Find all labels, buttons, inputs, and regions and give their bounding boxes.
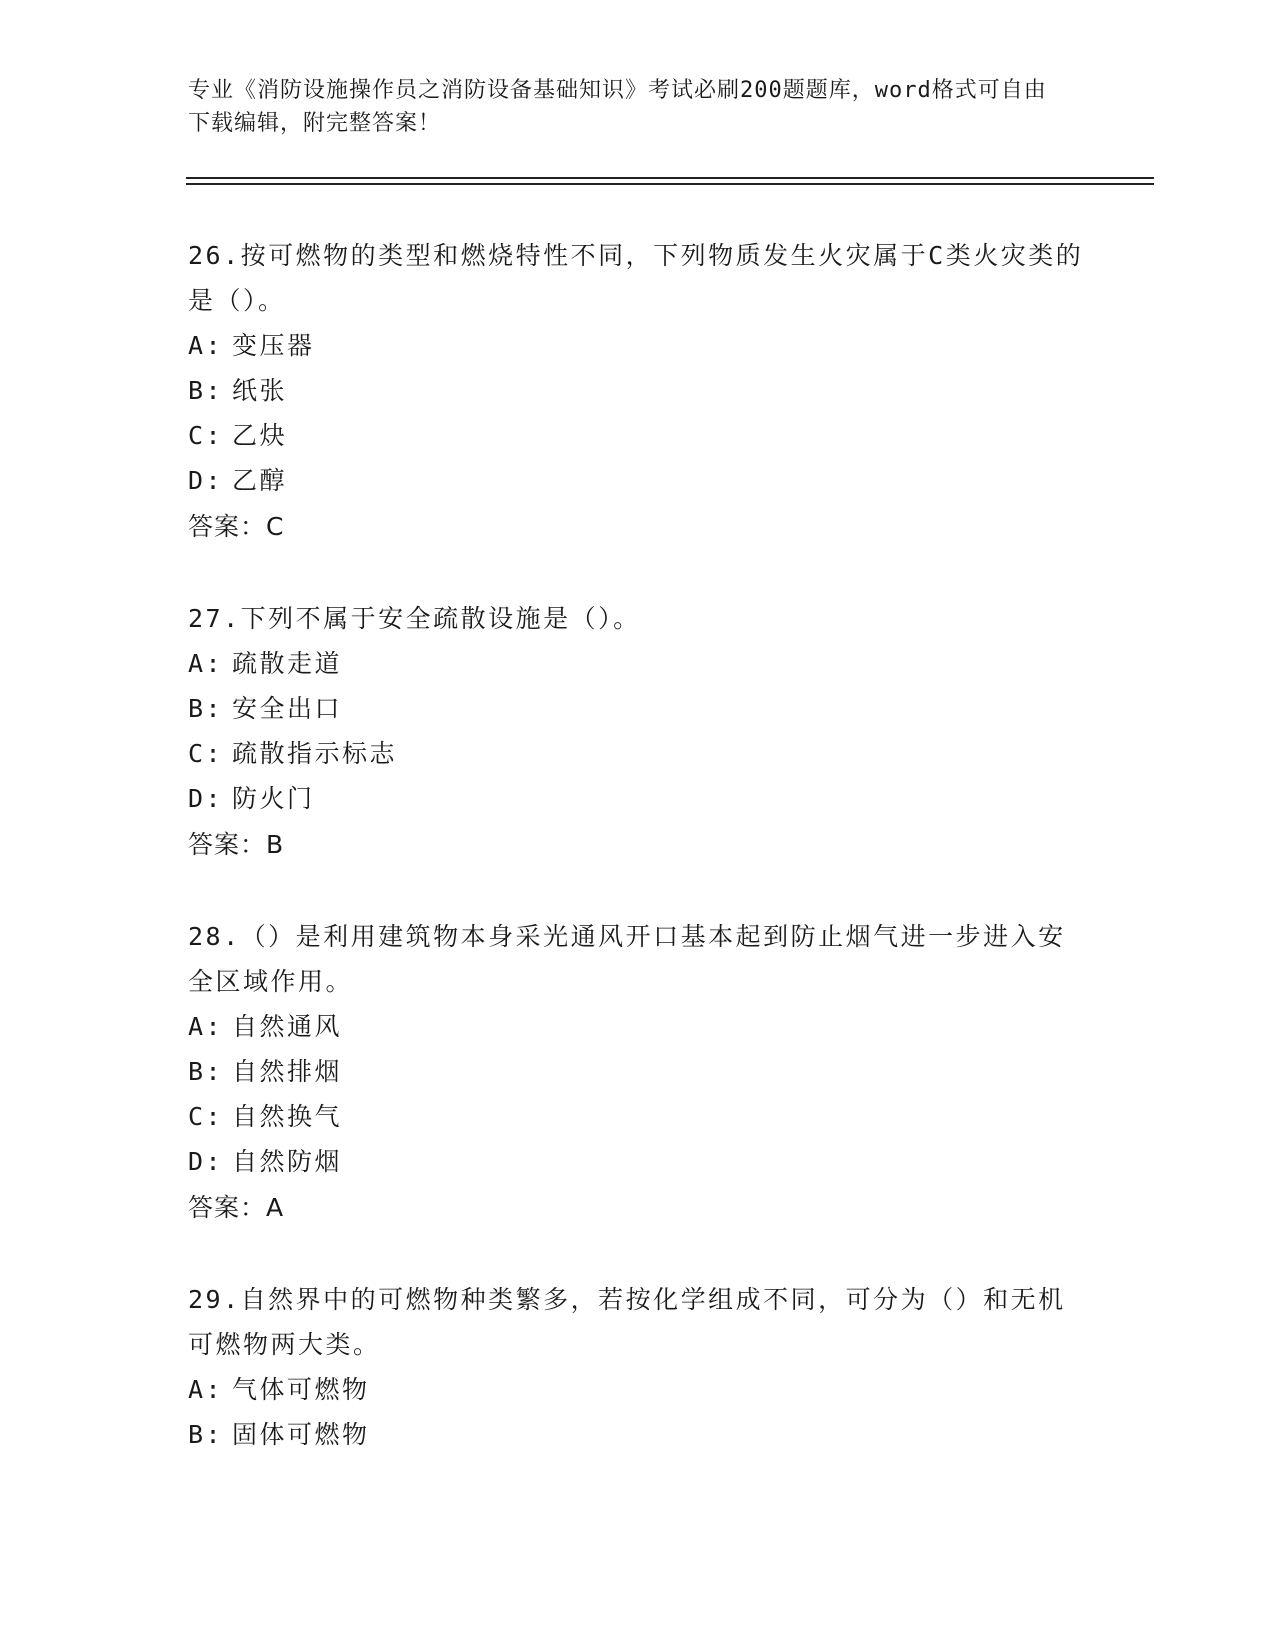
header-divider-top <box>186 177 1154 179</box>
question-29 <box>188 1277 1088 1457</box>
document-header: 专业《消防设施操作员之消防设备基础知识》考试必刷200题题库，word格式可自由下载编辑，附完整答案！ <box>188 78 1047 136</box>
option-text: 乙醇 <box>232 466 288 495</box>
option-b <box>188 1049 1088 1094</box>
option-letter: A: <box>188 649 224 678</box>
option-text: 变压器 <box>232 331 315 360</box>
option-c <box>188 1094 1088 1139</box>
option-letter: C: <box>188 421 224 450</box>
question-text: 26.按可燃物的类型和燃烧特性不同，下列物质发生火灾属于C类火灾类的是（）。 <box>188 241 1084 315</box>
option-letter: D: <box>188 466 224 495</box>
answer-line: 答案：C <box>188 512 285 541</box>
option-text: 自然排烟 <box>232 1057 343 1086</box>
option-a <box>188 323 1088 368</box>
question-text: 28.（）是利用建筑物本身采光通风开口基本起到防止烟气进一步进入安全区域作用。 <box>188 922 1066 996</box>
option-text: 自然通风 <box>232 1012 343 1041</box>
option-letter: D: <box>188 1147 224 1176</box>
option-c <box>188 731 1088 776</box>
option-d <box>188 458 1088 503</box>
option-d <box>188 1139 1088 1184</box>
question-27 <box>188 596 1088 868</box>
option-letter: C: <box>188 739 224 768</box>
option-text: 纸张 <box>232 376 288 405</box>
option-letter: B: <box>188 694 224 723</box>
question-26 <box>188 233 1088 550</box>
answer-line: 答案：B <box>188 830 285 859</box>
option-letter: A: <box>188 1012 224 1041</box>
option-text: 乙炔 <box>232 421 288 450</box>
option-text: 自然防烟 <box>232 1147 343 1176</box>
question-list <box>188 233 1088 1503</box>
option-a <box>188 1004 1088 1049</box>
option-letter: B: <box>188 1057 224 1086</box>
question-text: 27.下列不属于安全疏散设施是（）。 <box>188 604 641 633</box>
option-c <box>188 413 1088 458</box>
option-letter: B: <box>188 1420 224 1449</box>
option-letter: A: <box>188 331 224 360</box>
header-divider-bottom <box>186 183 1154 185</box>
option-text: 安全出口 <box>232 694 343 723</box>
option-letter: C: <box>188 1102 224 1131</box>
option-b <box>188 686 1088 731</box>
answer-line: 答案：A <box>188 1193 285 1222</box>
option-b <box>188 368 1088 413</box>
option-a <box>188 641 1088 686</box>
option-d <box>188 776 1088 821</box>
option-a <box>188 1367 1088 1412</box>
question-28 <box>188 914 1088 1231</box>
option-letter: A: <box>188 1375 224 1404</box>
option-letter: D: <box>188 784 224 813</box>
option-text: 自然换气 <box>232 1102 343 1131</box>
option-text: 固体可燃物 <box>232 1420 370 1449</box>
option-b <box>188 1412 1088 1457</box>
option-text: 防火门 <box>232 784 315 813</box>
option-letter: B: <box>188 376 224 405</box>
question-text: 29.自然界中的可燃物种类繁多，若按化学组成不同，可分为（）和无机可燃物两大类。 <box>188 1285 1066 1359</box>
option-text: 气体可燃物 <box>232 1375 370 1404</box>
option-text: 疏散指示标志 <box>232 739 398 768</box>
option-text: 疏散走道 <box>232 649 343 678</box>
